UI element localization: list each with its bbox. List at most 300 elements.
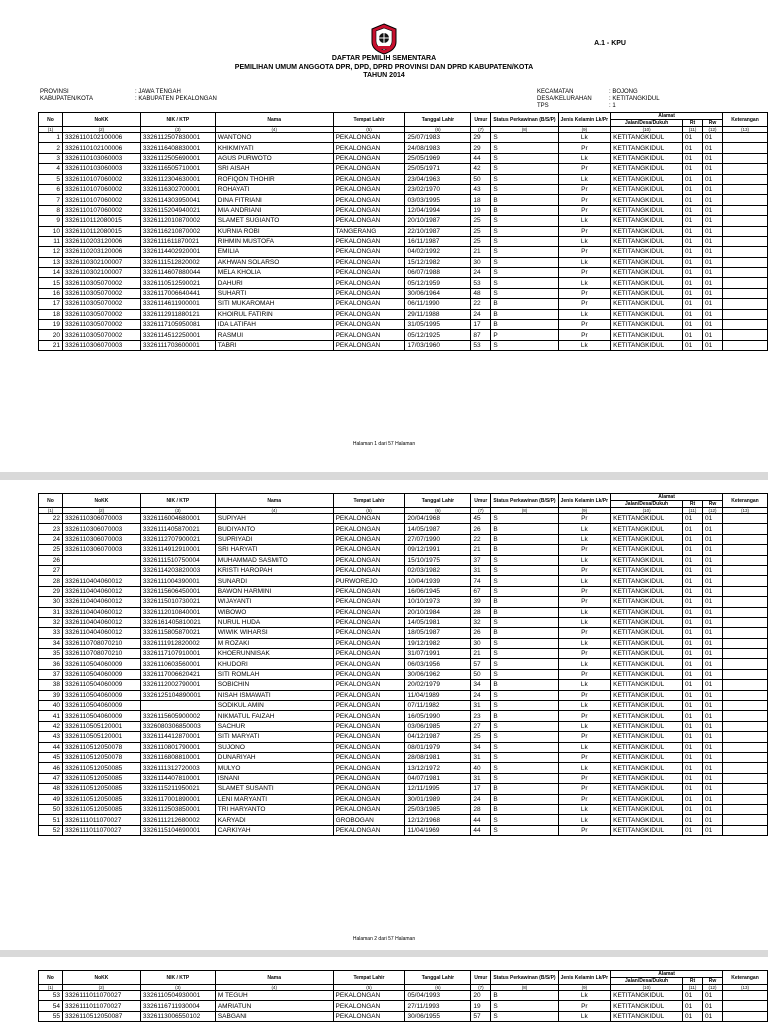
cell-nik: 3326117105950081 [140, 320, 215, 330]
cell-nama: WIJAYANTI [215, 597, 333, 607]
cell-tanggal: 04/07/1981 [405, 773, 471, 783]
title-line: PEMILIHAN UMUM ANGGOTA DPR, DPD, DPRD PROVINSI DAN DPRD KABUPATEN/KOTA [234, 63, 534, 71]
cell-jenis: Lk [558, 763, 611, 773]
cell-nokk [62, 555, 140, 565]
cell-jenis: Pr [558, 299, 611, 309]
cell-tempat: PEKALONGAN [333, 257, 405, 267]
cell-status: S [491, 576, 558, 586]
cell-nik: 3326112707900021 [140, 534, 215, 544]
meta-label: KECAMATAN [537, 89, 574, 95]
cell-rt: 01 [683, 534, 703, 544]
column-number: (3) [140, 985, 215, 991]
page-footer: Halaman 1 dari 57 Halaman [352, 441, 416, 447]
cell-rt: 01 [683, 825, 703, 835]
cell-status: B [491, 524, 558, 534]
table-row [39, 236, 768, 246]
cell-jenis: Lk [558, 555, 611, 565]
column-number: (9) [558, 985, 611, 991]
cell-rw: 01 [702, 514, 722, 524]
cell-nokk: 3326110512050078 [62, 752, 140, 762]
cell-nik: 3326116004680001 [140, 514, 215, 524]
cell-rt: 01 [683, 545, 703, 555]
cell-status: S [491, 268, 558, 278]
cell-jenis: Lk [558, 1011, 611, 1021]
column-number: (1) [39, 508, 63, 514]
cell-nokk: 3326110305070002 [62, 309, 140, 319]
column-number: (13) [722, 127, 767, 133]
cell-rt: 01 [683, 659, 703, 669]
cell-status: S [491, 586, 558, 596]
cell-rt: 01 [683, 690, 703, 700]
cell-nokk: 3326110504060009 [62, 690, 140, 700]
cell-rw: 01 [703, 143, 723, 153]
cell-nama: KHOERUNNISAK [215, 649, 333, 659]
cell-nik: 3326161405810021 [140, 617, 215, 627]
cell-tanggal: 06/11/1990 [405, 299, 471, 309]
cell-nokk: 3326110708070210 [62, 638, 140, 648]
table-row [39, 815, 768, 825]
meta-value: : BOJONG [609, 89, 638, 95]
cell-rw: 01 [702, 534, 722, 544]
cell-status: S [491, 773, 558, 783]
cell-nama: AMRIATUN [215, 1001, 333, 1011]
cell-status: S [491, 216, 558, 226]
table-row [39, 330, 768, 340]
cell-umur: 57 [471, 1011, 491, 1021]
cell-ket [722, 628, 767, 638]
cell-no: 15 [39, 278, 63, 288]
table-row [39, 184, 768, 194]
header-nama: Nama [215, 113, 333, 127]
cell-rt: 01 [683, 763, 703, 773]
cell-jenis: Pr [558, 247, 611, 257]
cell-tempat: PEKALONGAN [333, 721, 405, 731]
cell-jenis: Pr [558, 164, 611, 174]
cell-alamat: KETITANGKIDUL [611, 565, 683, 575]
table-row [39, 1001, 768, 1011]
header-no: No [39, 494, 63, 508]
cell-nama: SRI HARYATI [215, 545, 333, 555]
cell-nokk: 3326110504060009 [62, 711, 140, 721]
cell-nik: 3326114611900001 [140, 299, 215, 309]
cell-ket [722, 184, 767, 194]
cell-alamat: KETITANGKIDUL [611, 247, 683, 257]
cell-tempat: PEKALONGAN [333, 320, 405, 330]
table-row [39, 164, 768, 174]
cell-ket [722, 690, 767, 700]
cell-alamat: KETITANGKIDUL [611, 524, 683, 534]
cell-tempat: PEKALONGAN [333, 330, 405, 340]
cell-ket [722, 257, 767, 267]
cell-nik: 3326115204940021 [140, 205, 215, 215]
cell-umur: 57 [471, 659, 491, 669]
cell-nokk [62, 565, 140, 575]
cell-nama: MUHAMMAD SASMITO [215, 555, 333, 565]
cell-rw: 01 [702, 784, 722, 794]
cell-tanggal: 28/08/1981 [405, 752, 471, 762]
cell-tempat: PEKALONGAN [333, 752, 405, 762]
cell-nik: 3326111912820002 [140, 638, 215, 648]
cell-tempat: PEKALONGAN [333, 164, 405, 174]
cell-rt: 01 [683, 216, 703, 226]
cell-status: S [491, 690, 558, 700]
cell-umur: 29 [471, 143, 491, 153]
cell-nik: 3326111004390001 [140, 576, 215, 586]
cell-tanggal: 03/03/1995 [405, 195, 471, 205]
cell-no: 18 [39, 309, 63, 319]
cell-ket [722, 732, 767, 742]
cell-no: 45 [39, 752, 63, 762]
table-row [39, 669, 768, 679]
cell-nama: ROFIQON THOHIR [215, 174, 333, 184]
header-tanggal: Tanggal Lahir [405, 113, 471, 127]
cell-no: 10 [39, 226, 63, 236]
meta-value: : JAWA TENGAH [135, 89, 181, 95]
cell-nik: 3326114303950041 [140, 195, 215, 205]
cell-nik: 3326110512590021 [140, 278, 215, 288]
cell-tanggal: 05/12/1959 [405, 278, 471, 288]
cell-rw: 01 [702, 628, 722, 638]
table-row [39, 1011, 768, 1021]
cell-tanggal: 15/10/1975 [405, 555, 471, 565]
cell-nik: 3326116808810001 [140, 752, 215, 762]
header-ket: Keterangan [722, 971, 767, 985]
cell-status: S [491, 257, 558, 267]
cell-tempat: PEKALONGAN [333, 1011, 405, 1021]
cell-tanggal: 15/12/1982 [405, 257, 471, 267]
cell-ket [722, 514, 767, 524]
cell-rt: 01 [683, 133, 703, 143]
cell-rt: 01 [683, 153, 703, 163]
cell-jenis: Pr [558, 195, 611, 205]
table-row [39, 133, 768, 143]
cell-tanggal: 31/05/1995 [405, 320, 471, 330]
cell-nama: DINA FITRIANI [215, 195, 333, 205]
cell-rw: 01 [703, 340, 723, 350]
cell-status: S [491, 617, 558, 627]
cell-nik: 3326116302700001 [140, 184, 215, 194]
cell-nokk: 3326110504060009 [62, 680, 140, 690]
cell-status: S [491, 153, 558, 163]
cell-nokk: 3326110306070003 [62, 524, 140, 534]
header-tanggal: Tanggal Lahir [405, 494, 471, 508]
cell-rt: 01 [683, 721, 703, 731]
table-row [39, 576, 768, 586]
cell-nokk: 3326110306070003 [62, 340, 140, 350]
cell-jenis: Pr [558, 1001, 611, 1011]
cell-nokk: 3326110107060002 [62, 174, 140, 184]
cell-tanggal: 12/12/1968 [405, 815, 471, 825]
cell-nokk: 3326110404060012 [62, 597, 140, 607]
cell-rt: 01 [683, 555, 703, 565]
column-number: (8) [491, 508, 558, 514]
cell-ket [722, 205, 767, 215]
cell-status: S [491, 226, 558, 236]
cell-nama: KURNIA ROBI [215, 226, 333, 236]
header-rt: Rt [683, 501, 703, 508]
header-jalan: Jalan/Desa/Dukuh [611, 120, 683, 127]
cell-nik: 3326117006640441 [140, 288, 215, 298]
cell-alamat: KETITANGKIDUL [611, 586, 683, 596]
cell-alamat: KETITANGKIDUL [611, 690, 683, 700]
cell-nokk: 3326110107060002 [62, 184, 140, 194]
cell-alamat: KETITANGKIDUL [611, 174, 683, 184]
table-row [39, 991, 768, 1001]
cell-umur: 31 [471, 773, 491, 783]
cell-alamat: KETITANGKIDUL [611, 545, 683, 555]
cell-nokk: 3326110203120006 [62, 236, 140, 246]
cell-rw: 01 [702, 597, 722, 607]
cell-alamat: KETITANGKIDUL [611, 236, 683, 246]
cell-status: S [491, 514, 558, 524]
cell-no: 22 [39, 514, 63, 524]
cell-tanggal: 04/02/1992 [405, 247, 471, 257]
cell-tempat: PEKALONGAN [333, 659, 405, 669]
cell-nama: SABGANI [215, 1011, 333, 1021]
cell-jenis: Pr [558, 794, 611, 804]
cell-umur: 24 [471, 794, 491, 804]
header-tempat: Tempat Lahir [333, 113, 405, 127]
cell-nik: 3326116711930004 [140, 1001, 215, 1011]
cell-rt: 01 [683, 278, 703, 288]
cell-rw: 01 [702, 763, 722, 773]
cell-alamat: KETITANGKIDUL [611, 555, 683, 565]
cell-status: B [491, 195, 558, 205]
cell-rw: 01 [702, 638, 722, 648]
cell-tanggal: 30/06/1962 [405, 669, 471, 679]
cell-rw: 01 [702, 732, 722, 742]
cell-ket [722, 721, 767, 731]
cell-status: B [491, 309, 558, 319]
cell-jenis: Lk [558, 153, 611, 163]
column-number: (12) [702, 508, 722, 514]
cell-umur: 19 [471, 1001, 491, 1011]
cell-rw: 01 [703, 330, 723, 340]
cell-jenis: Pr [558, 597, 611, 607]
cell-rw: 01 [703, 236, 723, 246]
cell-tanggal: 25/05/1971 [405, 164, 471, 174]
cell-umur: 44 [471, 825, 491, 835]
cell-nama: NURUL HUDA [215, 617, 333, 627]
cell-tanggal: 16/05/1990 [405, 711, 471, 721]
cell-tempat: PEKALONGAN [333, 278, 405, 288]
cell-tempat: PEKALONGAN [333, 784, 405, 794]
cell-nik: 3326112002790001 [140, 680, 215, 690]
cell-ket [722, 1011, 767, 1021]
cell-no: 43 [39, 732, 63, 742]
cell-ket [722, 545, 767, 555]
cell-rt: 01 [683, 195, 703, 205]
table-row [39, 534, 768, 544]
cell-jenis: Lk [558, 133, 611, 143]
cell-nik: 3326111312720003 [140, 763, 215, 773]
cell-rt: 01 [683, 143, 703, 153]
cell-alamat: KETITANGKIDUL [611, 991, 683, 1001]
cell-rt: 01 [683, 628, 703, 638]
meta-label: PROVINSI [40, 89, 69, 95]
cell-nama: DAHURI [215, 278, 333, 288]
cell-status: S [491, 565, 558, 575]
cell-status: B [491, 534, 558, 544]
cell-no: 42 [39, 721, 63, 731]
cell-no: 51 [39, 815, 63, 825]
cell-no: 25 [39, 545, 63, 555]
table-row [39, 617, 768, 627]
cell-tanggal: 05/04/1993 [405, 991, 471, 1001]
cell-jenis: Lk [558, 638, 611, 648]
cell-tanggal: 03/06/1985 [405, 721, 471, 731]
cell-jenis: Pr [558, 649, 611, 659]
cell-nokk: 3326110102100006 [62, 143, 140, 153]
cell-rw: 01 [702, 794, 722, 804]
cell-nama: SITI MUKAROMAH [215, 299, 333, 309]
table-row [39, 340, 768, 350]
voter-table [38, 970, 768, 1022]
cell-nik: 3326116210870002 [140, 226, 215, 236]
cell-tempat: PEKALONGAN [333, 669, 405, 679]
cell-alamat: KETITANGKIDUL [611, 701, 683, 711]
cell-nik: 3326117107910001 [140, 649, 215, 659]
cell-jenis: Pr [558, 752, 611, 762]
page-separator [0, 950, 768, 957]
table-row [39, 649, 768, 659]
cell-tanggal: 16/06/1945 [405, 586, 471, 596]
cell-nik: 3326111405870021 [140, 524, 215, 534]
cell-tanggal: 20/10/1987 [405, 216, 471, 226]
cell-nik: 3326115010730021 [140, 597, 215, 607]
cell-umur: 43 [471, 184, 491, 194]
cell-alamat: KETITANGKIDUL [611, 257, 683, 267]
cell-ket [722, 164, 767, 174]
cell-nokk: 3326111011070027 [62, 991, 140, 1001]
cell-jenis: Lk [558, 174, 611, 184]
cell-jenis: Lk [558, 340, 611, 350]
cell-rt: 01 [683, 268, 703, 278]
cell-status: B [491, 784, 558, 794]
cell-rt: 01 [683, 586, 703, 596]
cell-rt: 01 [683, 1001, 703, 1011]
cell-alamat: KETITANGKIDUL [611, 711, 683, 721]
cell-ket [722, 555, 767, 565]
cell-rw: 01 [703, 299, 723, 309]
cell-umur: 22 [471, 534, 491, 544]
cell-no: 8 [39, 205, 63, 215]
cell-tanggal: 10/04/1939 [405, 576, 471, 586]
cell-status: B [491, 680, 558, 690]
cell-nama: NIKMATUL FAIZAH [215, 711, 333, 721]
table-row [39, 278, 768, 288]
cell-tempat: PEKALONGAN [333, 309, 405, 319]
cell-alamat: KETITANGKIDUL [611, 721, 683, 731]
table-header-row [39, 494, 768, 501]
header-tempat: Tempat Lahir [333, 971, 405, 985]
header-status: Status Perkawinan (B/S/P) [491, 971, 558, 985]
cell-status: S [491, 555, 558, 565]
cell-tempat: PEKALONGAN [333, 184, 405, 194]
cell-rw: 01 [703, 257, 723, 267]
cell-tempat: PEKALONGAN [333, 195, 405, 205]
cell-umur: 40 [471, 763, 491, 773]
table-row [39, 804, 768, 814]
cell-ket [722, 236, 767, 246]
table-row [39, 711, 768, 721]
table-row [39, 773, 768, 783]
column-number: (7) [471, 127, 491, 133]
cell-tempat: PEKALONGAN [333, 586, 405, 596]
cell-nama: RIHMIN MUSTOFA [215, 236, 333, 246]
cell-nokk: 3326110505120001 [62, 732, 140, 742]
column-number: (4) [215, 127, 333, 133]
cell-nama: TRI HARYANTO [215, 804, 333, 814]
cell-status: B [491, 205, 558, 215]
cell-rw: 01 [703, 153, 723, 163]
cell-nokk: 3326110102100006 [62, 133, 140, 143]
cell-umur: 17 [471, 784, 491, 794]
cell-rt: 01 [683, 299, 703, 309]
cell-jenis: Pr [558, 669, 611, 679]
cell-alamat: KETITANGKIDUL [611, 288, 683, 298]
table-row [39, 752, 768, 762]
cell-status: B [491, 545, 558, 555]
cell-rw: 01 [702, 649, 722, 659]
cell-ket [722, 226, 767, 236]
header-umur: Umur [471, 971, 491, 985]
cell-tempat: TANGERANG [333, 226, 405, 236]
cell-tanggal: 10/10/1973 [405, 597, 471, 607]
cell-umur: 21 [471, 545, 491, 555]
cell-no: 31 [39, 607, 63, 617]
table-row [39, 701, 768, 711]
header-nokk: NoKK [62, 494, 140, 508]
cell-tanggal: 16/11/1987 [405, 236, 471, 246]
cell-tanggal: 06/03/1956 [405, 659, 471, 669]
cell-tanggal: 20/04/1968 [405, 514, 471, 524]
cell-ket [722, 701, 767, 711]
cell-alamat: KETITANGKIDUL [611, 617, 683, 627]
header-jenis: Jenis Kelamin Lk/Pr [558, 113, 611, 127]
cell-nokk: 3326110203120006 [62, 247, 140, 257]
cell-no: 5 [39, 174, 63, 184]
cell-nokk: 3326110404060012 [62, 617, 140, 627]
cell-no: 40 [39, 701, 63, 711]
cell-rt: 01 [683, 711, 703, 721]
cell-no: 29 [39, 586, 63, 596]
cell-alamat: KETITANGKIDUL [611, 153, 683, 163]
cell-rt: 01 [683, 320, 703, 330]
cell-no: 16 [39, 288, 63, 298]
table-row [39, 257, 768, 267]
cell-status: S [491, 1011, 558, 1021]
cell-ket [722, 763, 767, 773]
column-number: (6) [405, 985, 471, 991]
cell-nik: 3326117006620421 [140, 669, 215, 679]
cell-tanggal: 13/12/1972 [405, 763, 471, 773]
cell-rw: 01 [702, 680, 722, 690]
cell-alamat: KETITANGKIDUL [611, 815, 683, 825]
column-number: (6) [405, 127, 471, 133]
cell-nik: 3326112010870002 [140, 216, 215, 226]
cell-umur: 32 [471, 617, 491, 627]
cell-umur: 67 [471, 586, 491, 596]
column-number: (2) [62, 985, 140, 991]
column-number: (9) [558, 127, 611, 133]
cell-nokk: 3326110306070003 [62, 514, 140, 524]
cell-no: 55 [39, 1011, 63, 1021]
cell-ket [722, 711, 767, 721]
column-number: (11) [683, 127, 703, 133]
cell-jenis: Pr [558, 690, 611, 700]
cell-nokk: 3326111011070027 [62, 825, 140, 835]
